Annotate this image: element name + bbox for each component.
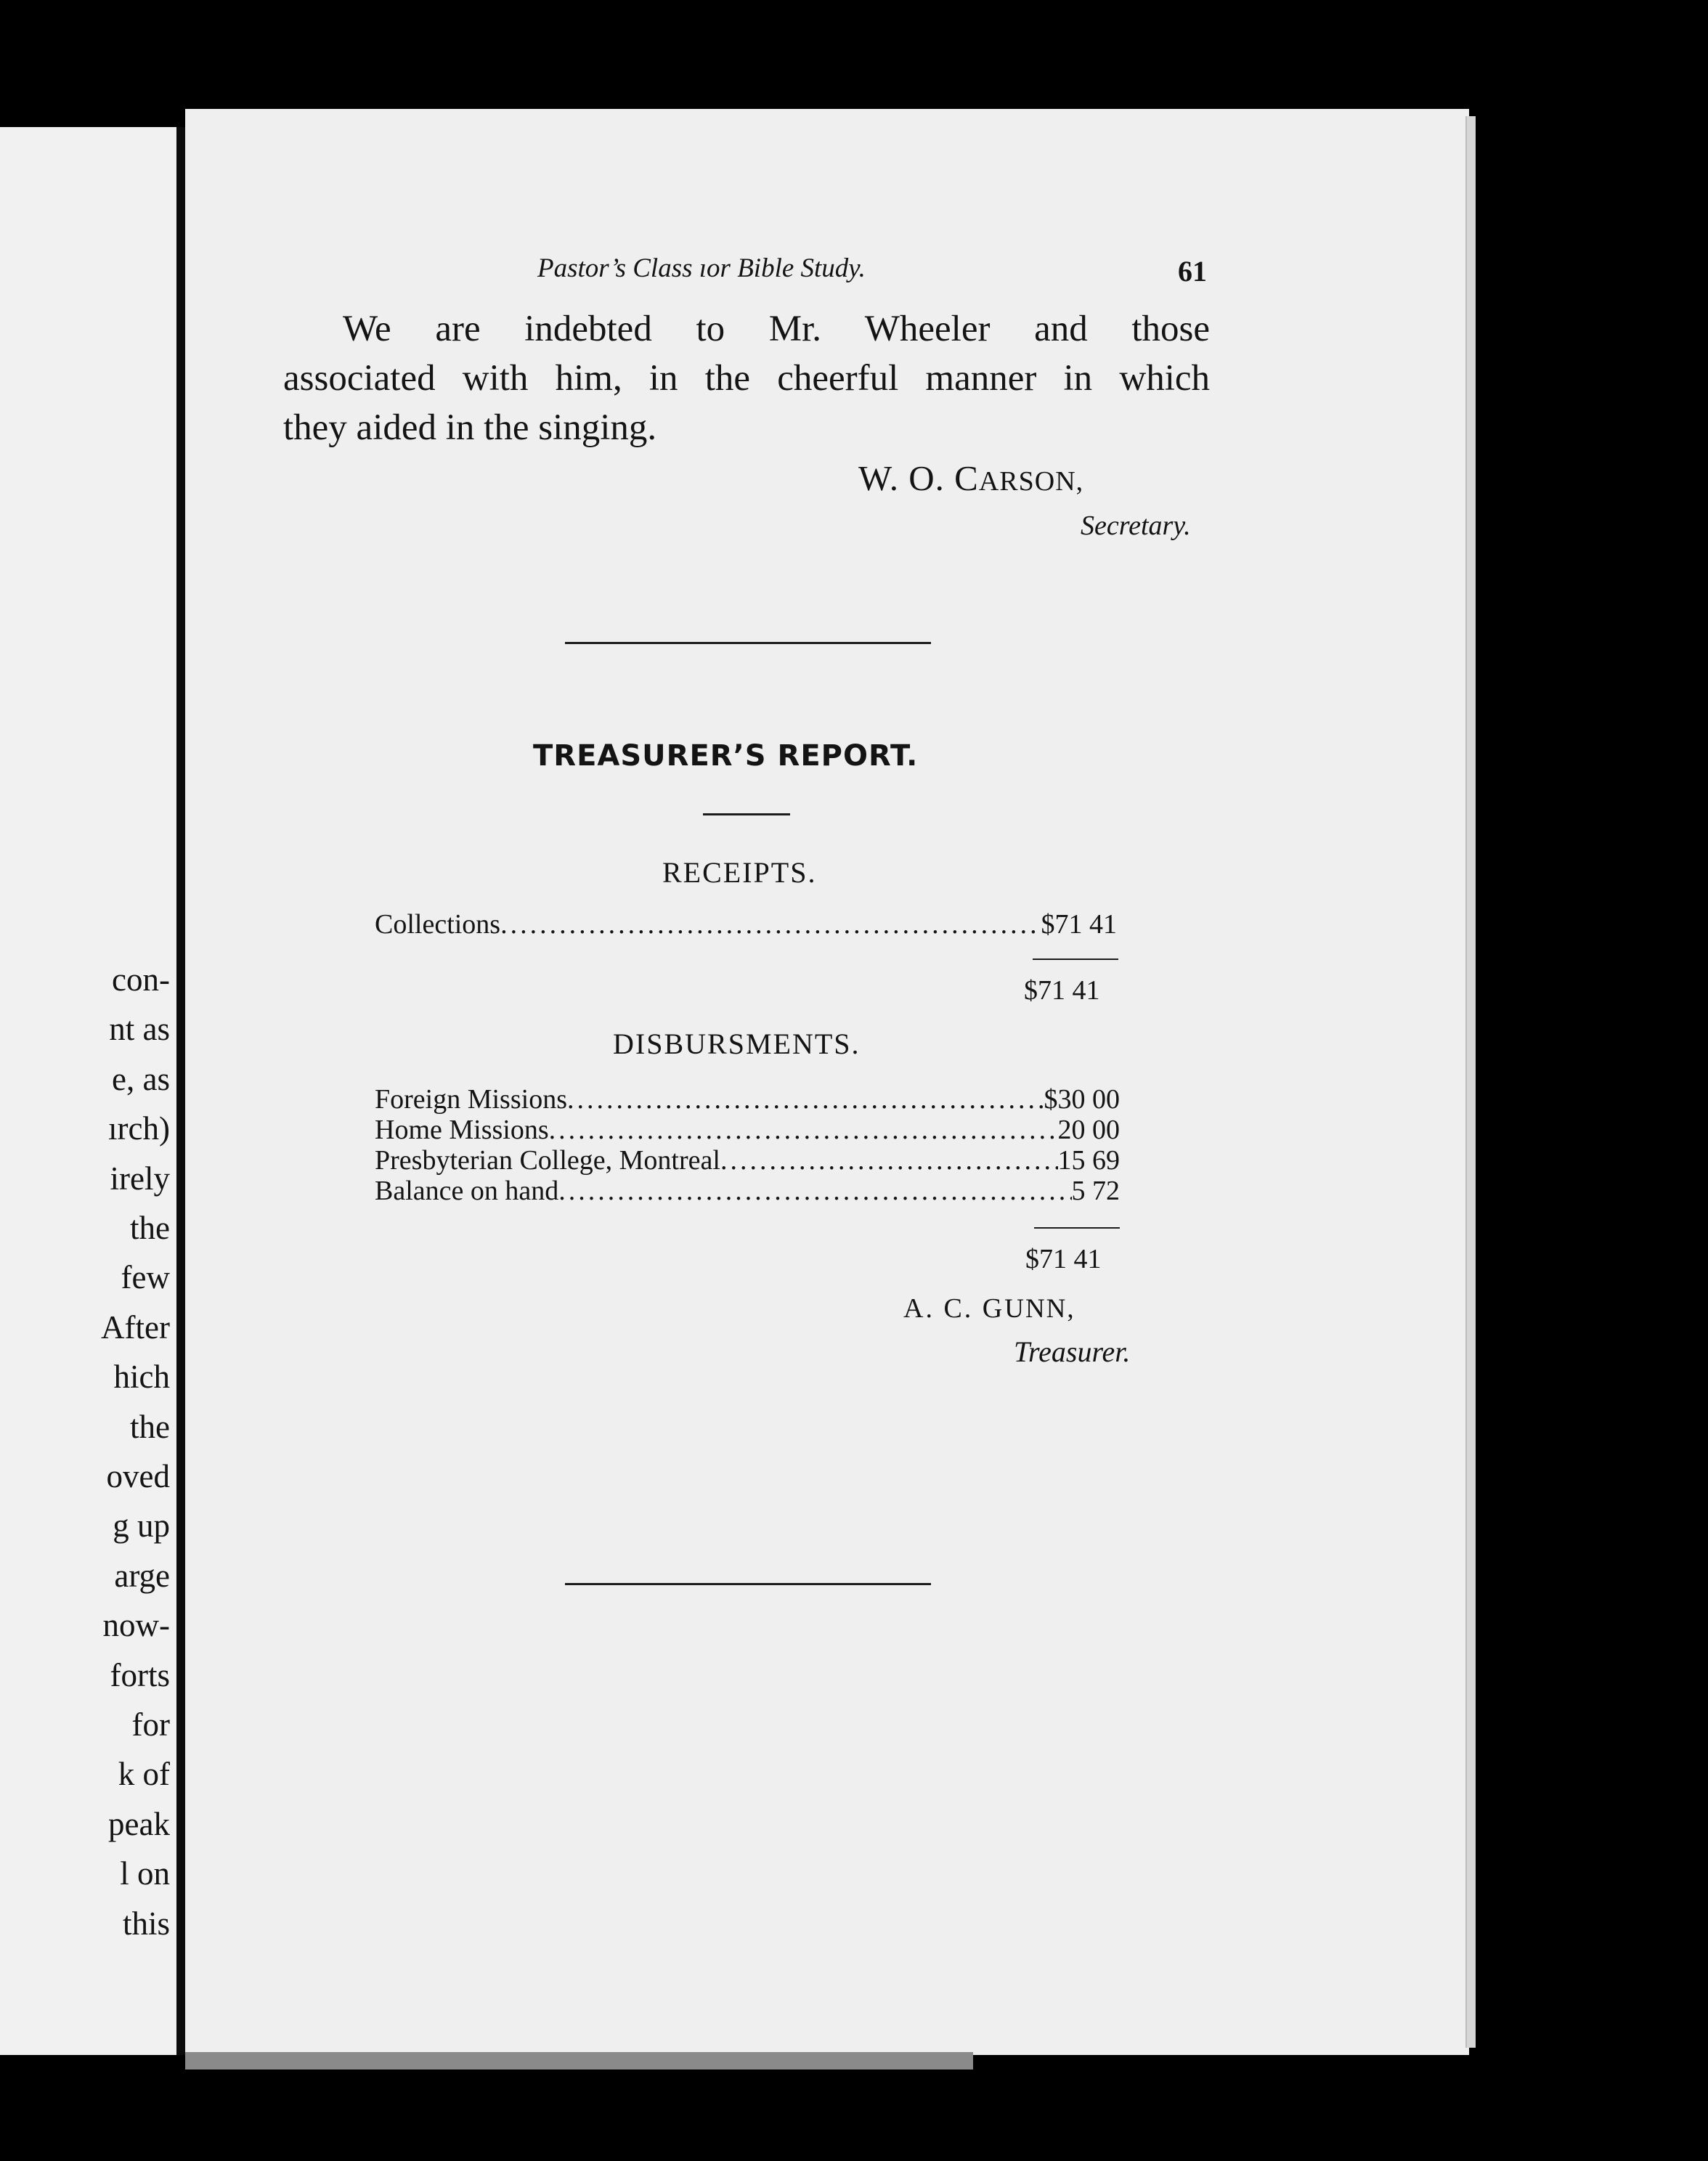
receipts-heading: RECEIPTS. — [662, 856, 817, 889]
page-edge — [1465, 116, 1476, 2048]
paragraph-line: We are indebted to Mr. Wheeler and those — [343, 309, 1210, 349]
left-page-line: l on — [120, 1855, 170, 1892]
total-rule — [1033, 959, 1118, 960]
left-page-line: con- — [112, 961, 170, 998]
disbursements-heading: DISBURSMENTS. — [613, 1027, 861, 1060]
left-page-line: ırch) — [108, 1110, 170, 1147]
disbursements-total: $71 41 — [1025, 1244, 1102, 1274]
left-page-line: the — [130, 1210, 170, 1246]
treasurer-name: A. C. GUNN, — [903, 1293, 1075, 1324]
page-number: 61 — [1178, 255, 1207, 288]
short-rule — [703, 813, 790, 815]
left-page-line: nt as — [109, 1011, 170, 1047]
left-page-line: irely — [110, 1160, 170, 1197]
book-gutter — [176, 127, 185, 2055]
disbursement-row: Balance on hand ..... 5 72 — [375, 1175, 1120, 1205]
secretary-name: W. O. CARSON, — [858, 458, 1084, 498]
left-page-line: g up — [113, 1507, 170, 1544]
section-divider — [565, 642, 931, 644]
total-rule — [1034, 1227, 1120, 1229]
left-page-line: few — [121, 1259, 170, 1295]
receipts-total: $71 41 — [1024, 975, 1100, 1006]
left-page — [0, 127, 183, 2055]
running-head-title: Pastor’s Class ıor Bible Study. — [537, 253, 866, 283]
disbursement-row: Presbyterian College, Montreal ..... 15 69 — [375, 1144, 1120, 1175]
receipt-row-collections: Collections ..... $71 41 — [375, 908, 1117, 939]
left-page-line: k of — [118, 1756, 170, 1792]
left-page-line: arge — [114, 1558, 170, 1594]
left-page-line: peak — [108, 1806, 170, 1842]
disbursement-row: Foreign Missions ..... $30 00 — [375, 1083, 1120, 1114]
page-shadow — [185, 2052, 973, 2070]
treasurer-title: Treasurer. — [1014, 1335, 1131, 1368]
left-page-line: oved — [106, 1458, 170, 1494]
left-page-line: for — [131, 1706, 170, 1743]
left-page-line: the — [130, 1409, 170, 1445]
left-page-line: hich — [113, 1359, 170, 1395]
right-page — [185, 109, 1469, 2055]
paragraph-line: associated with him, in the cheerful manner in which — [283, 358, 1210, 399]
paragraph-line: they aided in the singing. — [283, 407, 657, 448]
section-divider — [565, 1583, 931, 1585]
report-title: TREASURER’S REPORT. — [533, 739, 919, 773]
left-page-line: forts — [110, 1657, 170, 1693]
left-page-line: After — [101, 1309, 170, 1346]
secretary-title: Secretary. — [1081, 510, 1191, 541]
left-page-line: this — [122, 1905, 170, 1942]
left-page-line: now- — [102, 1607, 170, 1643]
left-page-line: e, as — [112, 1061, 170, 1097]
disbursement-row: Home Missions ..... 20 00 — [375, 1114, 1120, 1144]
